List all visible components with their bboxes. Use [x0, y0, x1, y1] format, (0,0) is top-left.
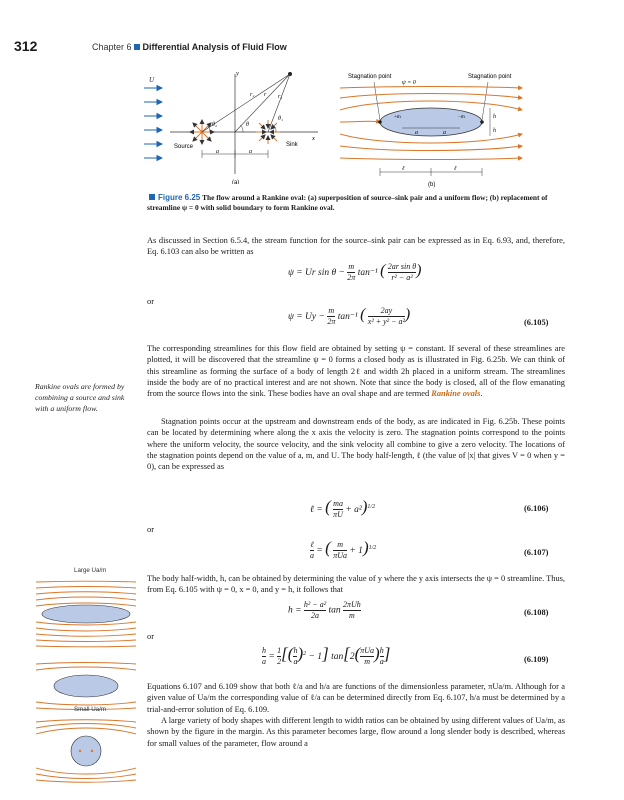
eq106-inner-den: πU [333, 510, 343, 520]
eq106-lhs: ℓ = [310, 505, 323, 515]
eq107-inner-den: πUa [333, 551, 348, 561]
label-theta1: θ₁ [278, 116, 284, 122]
chapter-title: Differential Analysis of Fluid Flow [142, 42, 287, 52]
eq108-lhs: h = [288, 605, 302, 616]
eq108-arg-den: m [349, 611, 355, 620]
label-a-right: a [249, 149, 252, 155]
eq105-arg-den: x² + y² − a² [367, 317, 405, 327]
eq105-number: (6.105) [524, 318, 549, 327]
page-number: 312 [14, 38, 38, 54]
label-minus-m: −m [458, 115, 465, 120]
eq109-minus-one: − 1 [308, 652, 323, 662]
equation-6-107: ℓ a = ( m πUa + 1)$^{1/2}$ [310, 538, 377, 561]
eq109-lhs-den: a [262, 657, 266, 667]
label-b-a-left: a [415, 130, 418, 136]
eq1-frac-den: 2π [347, 273, 356, 283]
figure-b-rankine-oval [340, 70, 536, 188]
square-bullet-icon [134, 44, 140, 50]
margin-note: Rankine ovals are formed by combining a source and sink with a uniform flow. [35, 382, 125, 413]
paragraph-6: A large variety of body shapes with different length to width ratios can be obtained by using different values of Ua/m, as shown by the figure in the margin. As this parameter becomes large, flow around a long slender body is described, whereas for small values of the parameter, flow around a [147, 716, 565, 748]
label-plus-m: +m [394, 115, 401, 120]
eq109-eq: = [268, 652, 275, 662]
eq109-half-num: 1 [277, 646, 282, 656]
label-r1: r₁ [278, 94, 283, 100]
eq105-lhs: ψ = Uy − [288, 312, 325, 322]
eq109-h-den: a [293, 657, 298, 667]
margin-figure-large [36, 576, 136, 654]
eq109-h-num: h [293, 646, 298, 656]
eq107-number: (6.107) [524, 548, 549, 557]
square-bullet-icon [149, 194, 155, 200]
y-axis-label: y [236, 70, 239, 77]
label-theta: θ [246, 122, 249, 128]
eq109-fn: tan [331, 652, 344, 662]
x-axis-label: x [312, 135, 315, 142]
eq108-number: (6.108) [524, 608, 549, 617]
eq109-two: 2 [349, 652, 355, 662]
eq106-inner-tail: + a² [345, 505, 362, 515]
eq109-lhs-num: h [262, 646, 266, 656]
eq106-number: (6.106) [524, 504, 549, 513]
figure-caption [147, 193, 567, 213]
label-l-left: ℓ [402, 166, 405, 172]
label-stagnation-left: Stagnation point [348, 74, 392, 80]
equation-6-106: ℓ = ( $\frac{ma}{\pi U}$ + a²)$^{1/2}$ [310, 497, 376, 520]
eq109-p-num: πUa [360, 646, 375, 656]
p2-end: . [480, 389, 483, 399]
eq105-frac-den: 2π [327, 317, 336, 327]
chapter-label: Chapter 6 [92, 42, 132, 52]
eq109-sq: 2 [303, 650, 307, 657]
stagnation-point-right [480, 120, 484, 124]
label-sink: Sink [286, 142, 298, 148]
figure-a-sublabel: (a) [232, 180, 240, 184]
paragraph-5: Equations 6.107 and 6.109 show that both ℓ/a and h/a are functions of the dimensionless parameter, πUa/m. Although for a given value of Ua/m the corresponding value of ℓ/a can be determined directly from Eq. 6.107, h/a must be determined by a trial-and-error solution of Eq. 6.109. [147, 682, 565, 714]
eq107-exp: 1/2 [368, 544, 377, 551]
eq107-eq: = [316, 546, 323, 556]
eq107-lhs-den: a [310, 551, 314, 561]
eq1-frac-num: m [348, 262, 355, 272]
paragraph-1: As discussed in Section 6.5.4, the stream function for the source–sink pair can be expressed as in Eq. 6.93, and, therefore, Eq. 6.103 can also be written as [147, 236, 565, 257]
eq108-frac-den: 2a [311, 611, 320, 620]
eq105-frac-num: m [328, 306, 335, 316]
equation-6-108 [288, 600, 361, 621]
eq109-q-den: a [379, 657, 384, 667]
or-2: or [147, 525, 154, 534]
p2-text: The corresponding streamlines for this flow field are obtained by setting ψ = constant. If several of these streamlines are plotted, it will be discovered that the streamline ψ = 0 forms a closed body as is illustrated in Fig. 6.25b. We can think of this streamline as forming the surface of a body of length 2ℓ and width 2h placed in a uniform stream. The streamlines inside the body are of no practical interest and are not shown. Note that since the body is closed, all of the flow emanating from the source flows into the sink. These bodies have an oval shape and are termed [147, 344, 565, 399]
paragraph-2 [147, 343, 565, 399]
label-source: Source [174, 144, 194, 150]
eq1-fn: tan⁻¹ [357, 268, 378, 278]
label-psi-zero: ψ = 0 [402, 80, 416, 86]
label-theta2: θ₂ [212, 122, 218, 128]
figure-b-sublabel: (b) [428, 182, 436, 188]
margin-small-label: Small Ua/m [74, 706, 106, 713]
equation-stream-function: ψ = Ur sin θ − $\frac{m}{2\pi}$ tan⁻¹ ( $\frac{\text{2ar sin θ}}{\text{r² − a²}}$ ) [288, 262, 422, 283]
eq105-arg-num: 2ay [368, 306, 405, 317]
label-b-a-right: a [443, 130, 446, 136]
eq109-p-den: m [364, 657, 371, 667]
label-h-top: h [493, 114, 496, 120]
eq105-fn: tan⁻¹ [337, 312, 358, 322]
label-a-left: a [216, 149, 219, 155]
eq108-arg-num: 2πUh [343, 600, 361, 609]
or-1: or [147, 297, 154, 306]
paragraph-4: The body half-width, h, can be obtained by determining the value of y where the y axis intersects the ψ = 0 streamline. Thus, from Eq. 6.105 with ψ = 0, x = 0, and y = h, it follows that [147, 574, 565, 595]
stagnation-point-left [378, 120, 382, 124]
eq109-half-den: 2 [277, 657, 282, 667]
eq1-lhs: ψ = Ur sin θ − [288, 268, 345, 278]
equation-6-109: $\frac{h}{a}$ = $\frac{1}{2}$ [( $\frac{h}{a}$ )$^2$ − 1] tan[2( πUa m ) $\frac{h}{a}$ ] [262, 644, 391, 667]
label-U: U [149, 76, 155, 84]
margin-large-label: Large Ua/m [74, 567, 107, 574]
label-r: r [264, 92, 267, 98]
eq108-fn: tan [328, 605, 341, 616]
eq109-number: (6.109) [524, 655, 549, 664]
eq107-inner-num: m [333, 540, 347, 551]
equation-6-105: ψ = Uy − $\frac{m}{2\pi}$ tan⁻¹ ( $\frac{2ay}{\text{x² + y² − a²}}$ ) [288, 306, 411, 327]
rankine-oval-body [380, 108, 482, 136]
uniform-flow-arrows [144, 88, 162, 158]
label-h-bottom: h [493, 128, 496, 134]
label-l-right: ℓ [454, 166, 457, 172]
keyword-rankine-ovals: Rankine ovals [431, 389, 481, 399]
eq106-inner-num: ma [333, 499, 343, 509]
label-stagnation-right: Stagnation point [468, 74, 512, 80]
paragraph-3: Stagnation points occur at the upstream and downstream ends of the body, as are indicated in Fig. 6.25b. These points can be located by determining where along the x axis the velocity is zero. The stagnation points correspond to the points where the uniform velocity, the source velocity, and the sink velocity all combine to give a zero velocity. The locations of the stagnation points depend on the value of a, m, and U. The body half-length, ℓ (the value of |x| that gives V = 0 when y = 0), can be expressed as [147, 417, 565, 472]
eq109-q-num: h [379, 646, 384, 656]
eq1-arg-num: 2ar sin θ [387, 262, 417, 272]
caption-text: The flow around a Rankine oval: (a) superposition of source–sink pair and a uniform flow; (b) replacement of streamline ψ = 0 with solid boundary to form Rankine oval. [147, 193, 548, 212]
eq1-arg-den: r² − a² [391, 273, 413, 283]
label-r2: r₂ [250, 92, 255, 98]
running-header [92, 42, 287, 52]
or-3: or [147, 632, 154, 641]
eq108-frac-num: h² − a² [303, 600, 327, 609]
eq107-lhs-num: ℓ [310, 540, 314, 550]
figure-a-source-sink [140, 66, 330, 184]
figure-label: Figure 6.25 [158, 193, 201, 202]
eq106-exp: 1/2 [367, 503, 376, 510]
margin-figure-small [36, 716, 136, 786]
eq107-inner-tail: + 1 [349, 546, 363, 556]
